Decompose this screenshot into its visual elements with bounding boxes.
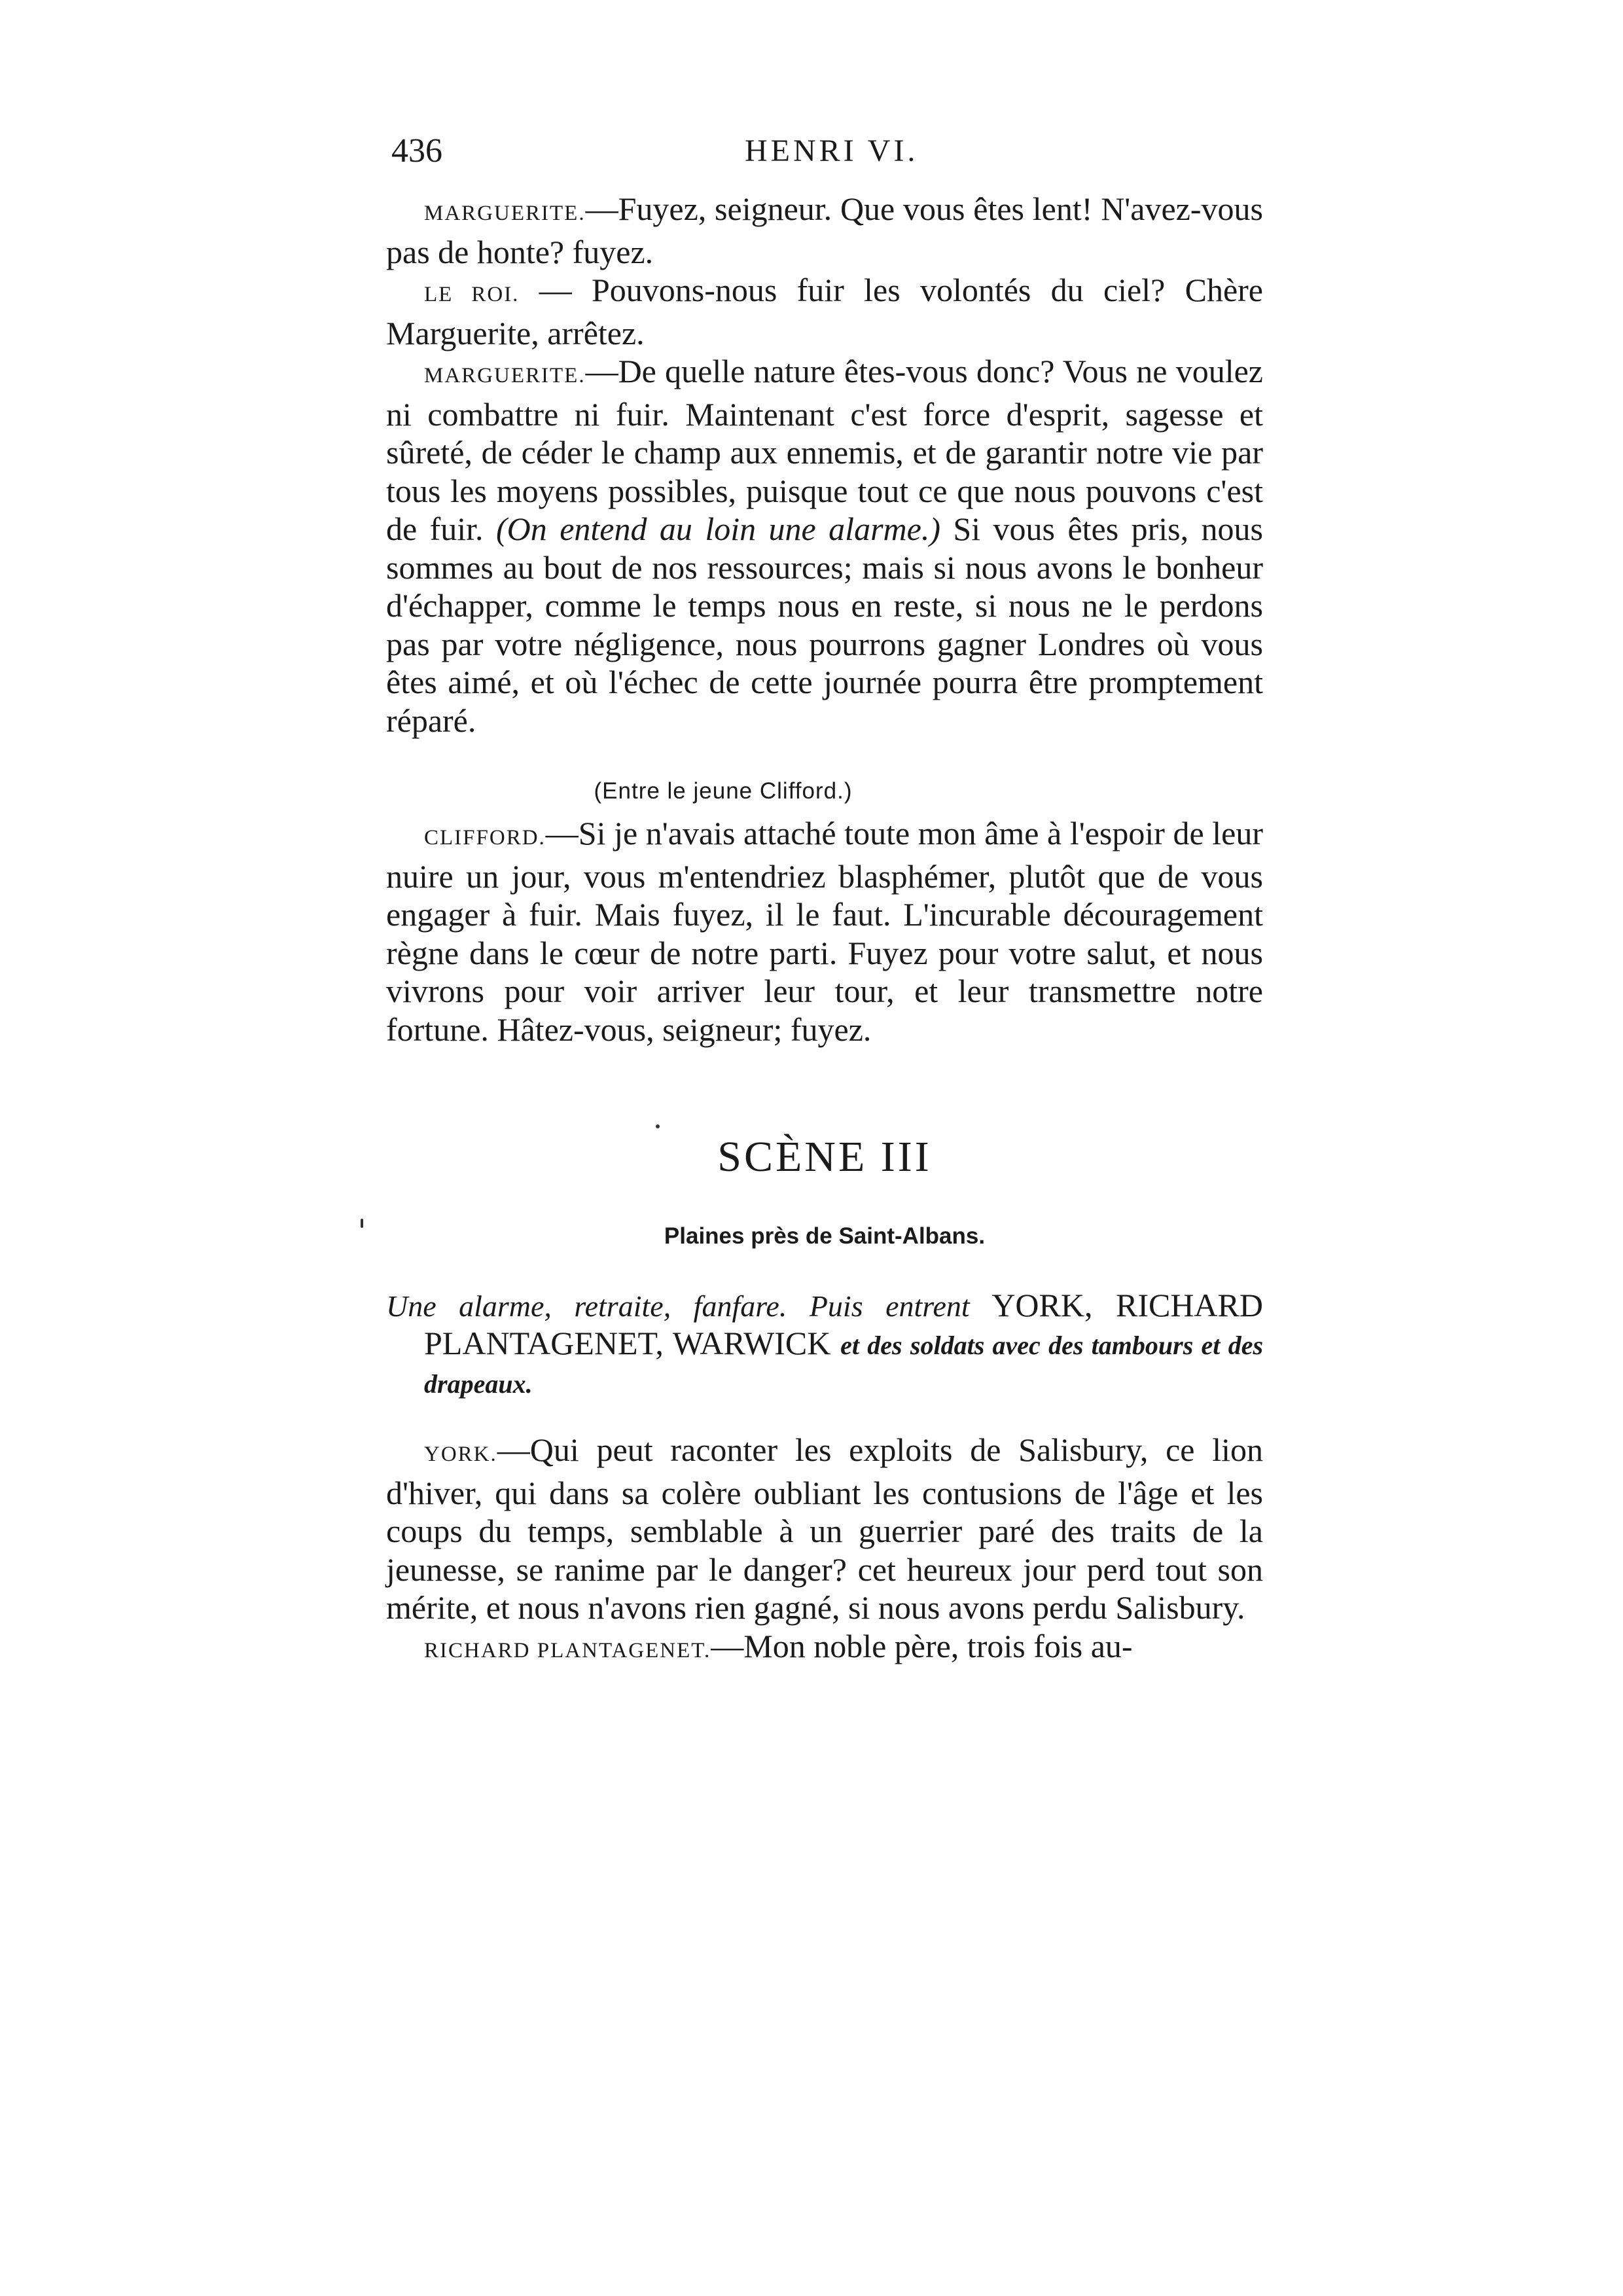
speech-marguerite-2 <box>386 352 1263 740</box>
speech-marguerite-1 <box>386 190 1263 271</box>
page-number: 436 <box>391 132 442 170</box>
speaker-name: YORK. <box>424 1443 497 1466</box>
stage-direction-text: et des soldats avec des tambours et des drapeaux. <box>424 1331 1264 1399</box>
speaker-name: RICHARD PLANTAGENET. <box>424 1638 711 1662</box>
dialogue-block-york <box>386 1431 1263 1670</box>
speaker-name: CLIFFORD. <box>424 826 546 850</box>
speech-text: —Si je n'avais attaché toute mon âme à l'espoir de leur nuire un jour, vous m'entendriez blasphémer, plutôt que de vous engager à fuir. Mais fuyez, il le faut. L'incurable découragement règne dans le cœur de notre parti. Fuyez pour votre salut, et nous vivrons pour voir arriver leur tour, et leur transmettre notre fortune. Hâtez-vous, seigneur; fuyez. <box>386 815 1263 1048</box>
character-names: YORK, RICHARD PLANTAGENET, WARWICK <box>424 1287 1263 1361</box>
scene-title: SCÈNE III <box>717 1133 932 1181</box>
speaker-name: MARGUERITE. <box>424 202 586 225</box>
stage-direction-enter: (Entre le jeune Clifford.) <box>594 778 853 804</box>
page-header <box>391 128 1262 174</box>
scene-stage-direction <box>386 1287 1263 1403</box>
scene-location: Plaines près de Saint-Albans. <box>664 1223 986 1249</box>
speech-text: Si vous êtes pris, nous sommes au bout de nos ressources; mais si nous avons le bonheur d'échapper, comme le temps nous en reste, si nous ne le perdons pas par votre négligence, nous pourrons gagner Londres où vous êtes aimé, et où l'échec de cette journée pourra être promptement réparé. <box>386 511 1263 739</box>
speaker-name: LE ROI. <box>424 283 520 306</box>
speech-york <box>386 1431 1263 1627</box>
speech-le-roi <box>386 271 1263 352</box>
speech-richard-plantagenet <box>386 1627 1263 1670</box>
speaker-name: MARGUERITE. <box>424 364 586 387</box>
running-title: HENRI VI. <box>745 134 919 168</box>
ink-speck <box>361 1219 363 1228</box>
speech-clifford <box>386 814 1263 1049</box>
ink-speck <box>656 1124 660 1128</box>
speech-text: —De quelle nature êtes-vous donc? Vous ne voulez ni combattre ni fuir. Maintenant c'est force d'esprit, sagesse et sûreté, de céder le champ aux ennemis, et de garantir notre vie par tous les moyens possibles, puisque tout ce que nous pouvons c'est de fuir. <box>386 353 1263 547</box>
speech-text: — Pouvons-nous fuir les volontés du ciel? Chère Marguerite, arrêtez. <box>386 272 1263 351</box>
speech-text: —Mon noble père, trois fois au- <box>711 1627 1133 1664</box>
stage-direction-text: Une alarme, retraite, fanfare. Puis entrent <box>386 1289 970 1323</box>
speech-text: —Fuyez, seigneur. Que vous êtes lent! N'avez-vous pas de honte? fuyez. <box>386 190 1263 270</box>
speech-text: —Qui peut raconter les exploits de Salisbury, ce lion d'hiver, qui dans sa colère oubliant les contusions de l'âge et les coups du temps, semblable à un guerrier paré des traits de la jeunesse, se ranime par le danger? cet heureux jour perd tout son mérite, et nous n'avons rien gagné, si nous avons perdu Salisbury. <box>386 1431 1263 1626</box>
inline-stage-direction: (On entend au loin une alarme.) <box>496 511 940 547</box>
dialogue-block-clifford <box>386 814 1263 1049</box>
dialogue-block-marguerite-roi <box>386 190 1263 740</box>
